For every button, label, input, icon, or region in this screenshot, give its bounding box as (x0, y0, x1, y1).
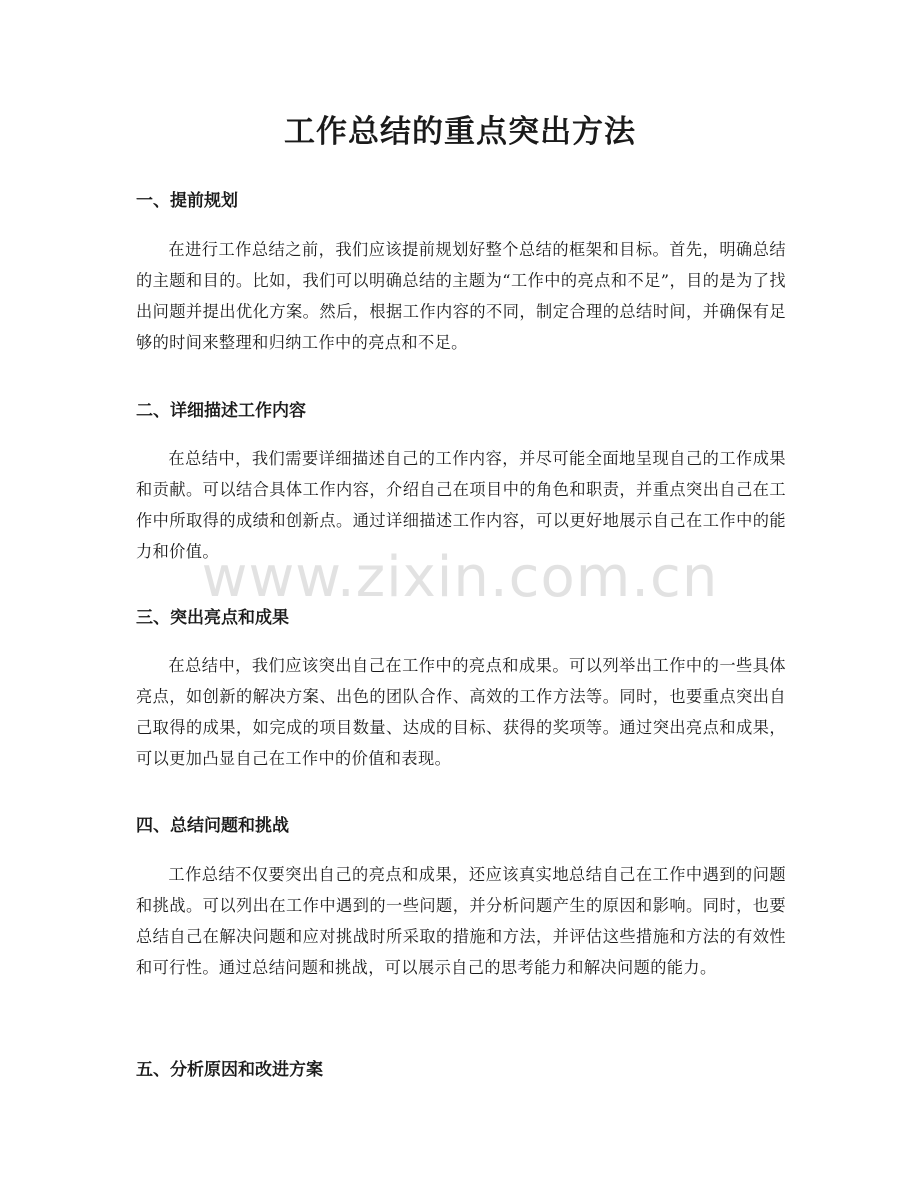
section-analysis (136, 1057, 786, 1083)
section-work-content (136, 398, 786, 567)
section-problems (136, 813, 786, 983)
section-heading: 五、分析原因和改进方案 (136, 1060, 323, 1080)
section-heading: 四、总结问题和挑战 (136, 816, 289, 836)
document-title: 工作总结的重点突出方法 (284, 114, 636, 150)
section-heading: 二、详细描述工作内容 (136, 401, 306, 421)
section-highlights (136, 605, 786, 774)
section-paragraph: 在总结中，我们应该突出自己在工作中的亮点和成果。可以列举出工作中的一些具体亮点，如创新的解决方案、出色的团队合作、高效的工作方法等。同时，也要重点突出自己取得的成果，如完成的项目数量、达成的目标、获得的奖项等。通过突出亮点和成果，可以更加凸显自己在工作中的价值和表现。 (136, 656, 786, 768)
watermark: www.zixin.com.cn (201, 545, 719, 610)
section-heading: 一、提前规划 (136, 191, 238, 211)
section-paragraph: 在总结中，我们需要详细描述自己的工作内容，并尽可能全面地呈现自己的工作成果和贡献。可以结合具体工作内容，介绍自己在项目中的角色和职责，并重点突出自己在工作中所取得的成绩和创新点。通过详细描述工作内容，可以更好地展示自己在工作中的能力和价值。 (136, 449, 786, 561)
section-paragraph: 在进行工作总结之前，我们应该提前规划好整个总结的框架和目标。首先，明确总结的主题和目的。比如，我们可以明确总结的主题为“工作中的亮点和不足”，目的是为了找出问题并提出优化方案。然后，根据工作内容的不同，制定合理的总结时间，并确保有足够的时间来整理和归纳工作中的亮点和不足。 (136, 240, 786, 352)
section-heading: 三、突出亮点和成果 (136, 608, 289, 628)
section-planning (136, 188, 786, 358)
section-paragraph: 工作总结不仅要突出自己的亮点和成果，还应该真实地总结自己在工作中遇到的问题和挑战。可以列出在工作中遇到的一些问题，并分析问题产生的原因和影响。同时，也要总结自己在解决问题和应对挑战时所采取的措施和方法，并评估这些措施和方法的有效性和可行性。通过总结问题和挑战，可以展示自己的思考能力和解决问题的能力。 (136, 865, 786, 977)
